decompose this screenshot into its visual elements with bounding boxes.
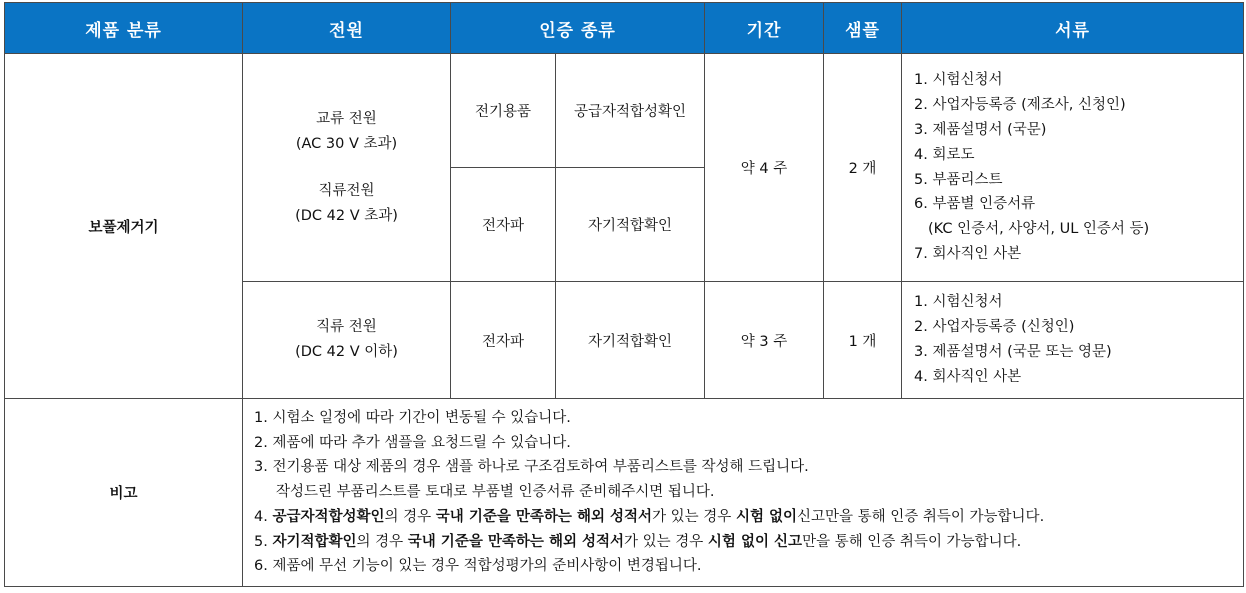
- list-item: 4. 회로도: [914, 146, 975, 163]
- remark-text: 1. 시험소 일정에 따라 기간이 변동될 수 있습니다.: [254, 410, 571, 427]
- header-documents: 서류: [902, 3, 1244, 54]
- sample-cell: 1 개: [824, 282, 902, 399]
- documents-cell: [902, 282, 1244, 399]
- list-item: 1. 시험신청서: [914, 294, 1003, 311]
- ac-power-range: (AC 30 V 초과): [295, 135, 398, 152]
- ac-power-label: 교류 전원: [316, 110, 377, 127]
- remark-text: 2. 제품에 따라 추가 샘플을 요청드릴 수 있습니다.: [254, 434, 571, 451]
- sample-cell: 2 개: [824, 54, 902, 282]
- certification-table: [4, 2, 1244, 587]
- header-row: [5, 3, 1244, 54]
- remarks-label: 비고: [5, 399, 243, 587]
- remark-emphasis: 자기적합확인: [272, 533, 357, 550]
- remark-emphasis: 국내 기준을 만족하는 해외 성적서: [435, 508, 653, 525]
- cert-category-cell: 전자파: [451, 168, 556, 282]
- power-cell-low: [243, 282, 451, 399]
- dc-power-range: (DC 42 V 이하): [295, 344, 398, 360]
- power-cell-high: [243, 54, 451, 282]
- list-item: 2. 사업자등록증 (제조사, 신청인): [914, 97, 1126, 114]
- remark-item: [254, 431, 1243, 456]
- remark-emphasis: 국내 기준을 만족하는 해외 성적서: [407, 533, 625, 550]
- remark-text: 의 경우: [384, 508, 436, 525]
- remark-text: 의 경우: [356, 533, 408, 550]
- remark-text: 가 있는 경우: [652, 508, 736, 525]
- cert-type-cell: 자기적합확인: [556, 282, 705, 399]
- header-power: 전원: [243, 3, 451, 54]
- remark-emphasis: 시험 없이: [735, 508, 798, 525]
- dc-power-label: 직류 전원: [316, 319, 377, 335]
- remarks-row: [5, 399, 1244, 587]
- list-item: 7. 회사직인 사본: [914, 245, 1022, 262]
- header-sample: 샘플: [824, 3, 902, 54]
- list-item: 3. 제품설명서 (국문 또는 영문): [914, 344, 1112, 360]
- cert-type-cell: 자기적합확인: [556, 168, 705, 282]
- dc-power-range: (DC 42 V 초과): [295, 207, 398, 224]
- list-item: (KC 인증서, 사양서, UL 인증서 등): [928, 221, 1150, 238]
- remark-text: 만을 통해 인증 취득이 가능합니다.: [802, 533, 1022, 550]
- cert-category-cell: 전자파: [451, 282, 556, 399]
- list-item: 6. 부품별 인증서류: [914, 196, 1036, 213]
- list-item: 4. 회사직인 사본: [914, 368, 1022, 385]
- remark-item: [254, 480, 1243, 505]
- list-item: 5. 부품리스트: [914, 171, 1003, 188]
- list-item: 3. 제품설명서 (국문): [914, 121, 1047, 138]
- header-category: 제품 분류: [5, 3, 243, 54]
- header-cert-type: 인증 종류: [451, 3, 705, 54]
- cert-type-cell: 공급자적합성확인: [556, 54, 705, 168]
- remark-item: [254, 505, 1243, 530]
- remark-text: 신고만을 통해 인증 취득이 가능합니다.: [797, 508, 1045, 525]
- period-cell: 약 4 주: [705, 54, 824, 282]
- table-row: [5, 54, 1244, 168]
- dc-power-label: 직류전원: [318, 182, 375, 199]
- remark-text: 가 있는 경우: [624, 533, 708, 550]
- period-cell: 약 3 주: [705, 282, 824, 399]
- remarks-list: [243, 406, 1243, 579]
- list-item: 2. 사업자등록증 (신청인): [914, 319, 1075, 336]
- remark-item: [254, 554, 1243, 579]
- header-period: 기간: [705, 3, 824, 54]
- remark-text: 4.: [254, 508, 273, 525]
- remark-text: 작성드린 부품리스트를 토대로 부품별 인증서류 준비해주시면 됩니다.: [276, 484, 715, 501]
- list-item: 1. 시험신청서: [914, 72, 1003, 89]
- remarks-cell: [243, 399, 1244, 587]
- remark-text: 3. 전기용품 대상 제품의 경우 샘플 하나로 구조검토하여 부품리스트를 작성해 드립니다.: [254, 459, 809, 476]
- remark-text: 6. 제품에 무선 기능이 있는 경우 적합성평가의 준비사항이 변경됩니다.: [254, 558, 702, 575]
- product-category-cell: 보풀제거기: [5, 54, 243, 399]
- remark-emphasis: 공급자적합성확인: [272, 508, 385, 525]
- remark-item: [254, 455, 1243, 480]
- documents-cell: [902, 54, 1244, 282]
- documents-list: [902, 68, 1243, 266]
- remark-item: [254, 406, 1243, 431]
- remark-text: 5.: [254, 533, 273, 550]
- remark-emphasis: 시험 없이 신고: [707, 533, 803, 550]
- documents-list: [902, 290, 1243, 389]
- cert-category-cell: 전기용품: [451, 54, 556, 168]
- remark-item: [254, 530, 1243, 555]
